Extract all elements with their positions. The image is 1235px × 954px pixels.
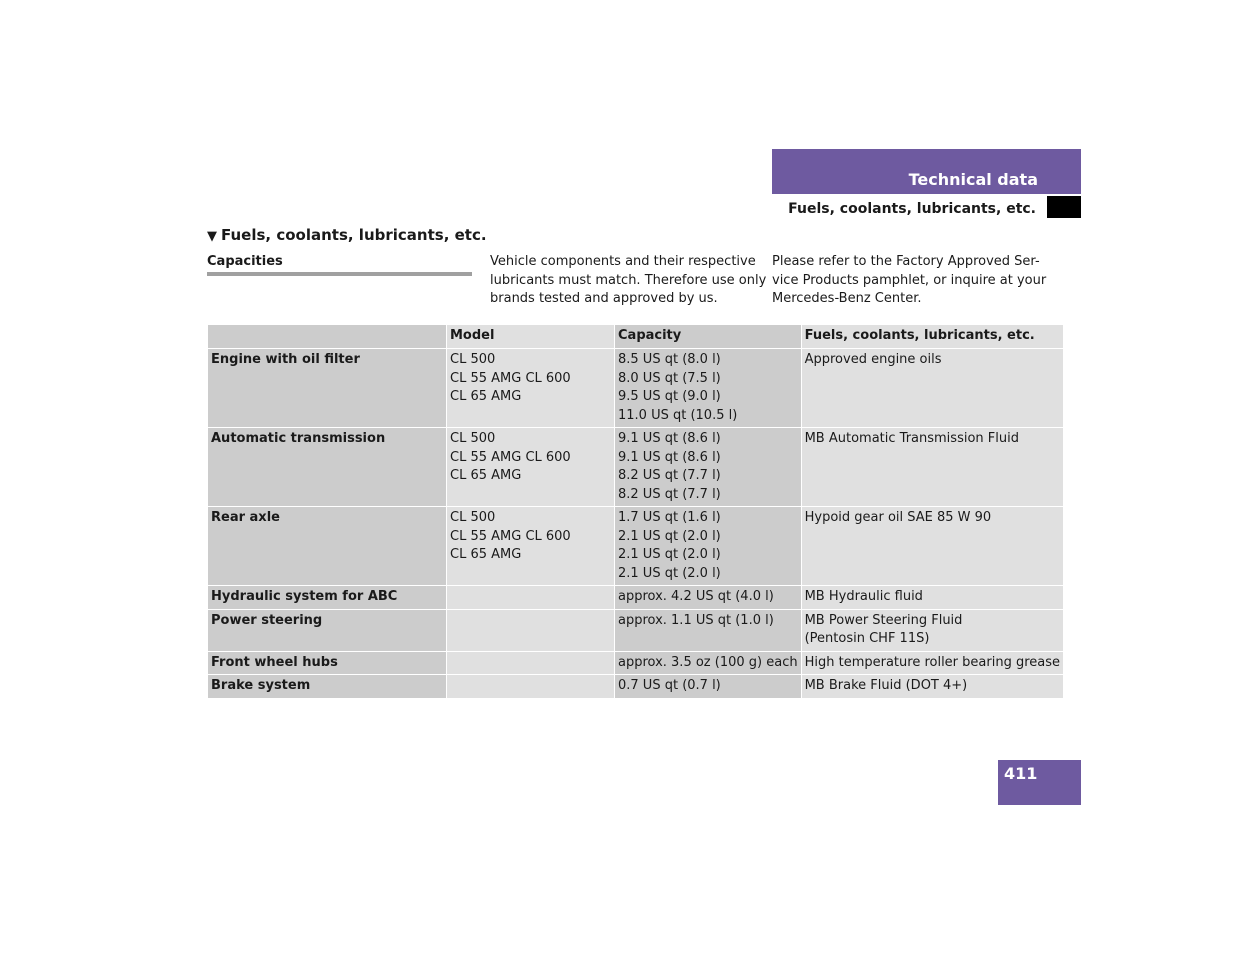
cell-line: Engine with oil filter	[211, 352, 360, 367]
cell-line: 11.0 US qt (10.5 l)	[618, 407, 738, 423]
cell-line: MB Power Steering Fluid	[804, 612, 963, 628]
table-row	[208, 428, 1064, 507]
table-header-row	[208, 325, 1064, 349]
page-heading	[207, 226, 487, 244]
cell-line: 8.2 US qt (7.7 l)	[618, 486, 721, 502]
model-cell	[447, 675, 615, 699]
column-header-fluids: Fuels, coolants, lubricants, etc.	[801, 325, 1063, 349]
fluid-cell	[801, 507, 1063, 586]
cell-line: MB Brake Fluid (DOT 4+)	[804, 678, 968, 693]
fluid-cell	[801, 675, 1063, 699]
cell-line: CL 55 AMG CL 600	[450, 449, 571, 465]
table-row	[208, 349, 1064, 428]
cell-line: 8.0 US qt (7.5 l)	[618, 370, 721, 386]
intro-line: Mercedes-Benz Center.	[772, 291, 922, 306]
cell-line: approx. 1.1 US qt (1.0 l)	[618, 612, 774, 628]
chapter-title: Technical data	[908, 170, 1038, 189]
fluid-cell	[801, 349, 1063, 428]
cell-line: CL 500	[450, 431, 496, 446]
cell-line: Power steering	[211, 612, 323, 628]
capacities-rule	[207, 272, 472, 276]
intro-line: Vehicle components and their respective	[490, 254, 756, 269]
cell-line: 9.5 US qt (9.0 l)	[618, 389, 721, 404]
fluid-cell	[801, 651, 1063, 675]
cell-line: Approved engine oils	[804, 352, 942, 367]
model-cell	[447, 428, 615, 507]
cell-line: CL 65 AMG	[450, 389, 522, 404]
cell-line: 9.1 US qt (8.6 l)	[618, 431, 721, 446]
capacity-cell	[615, 428, 802, 507]
model-cell	[447, 609, 615, 651]
cell-line: Automatic transmission	[211, 431, 386, 446]
cell-line: CL 65 AMG	[450, 468, 522, 483]
capacity-cell	[615, 675, 802, 699]
intro-line: Please refer to the Factory Approved Ser-	[772, 254, 1040, 269]
model-cell	[447, 651, 615, 675]
cell-line: 0.7 US qt (0.7 l)	[618, 678, 721, 693]
intro-line: vice Products pamphlet, or inquire at your	[772, 272, 1047, 288]
capacity-cell	[615, 349, 802, 428]
capacity-cell	[615, 609, 802, 651]
table-row	[208, 675, 1064, 699]
fluid-cell	[801, 428, 1063, 507]
model-cell	[447, 586, 615, 610]
cell-line: Hydraulic system for ABC	[211, 589, 398, 604]
page-number: 411	[998, 760, 1081, 805]
cell-line: High temperature roller bearing grease	[804, 654, 1061, 670]
cell-line: CL 500	[450, 352, 496, 367]
table-row	[208, 651, 1064, 675]
cell-line: 2.1 US qt (2.0 l)	[618, 528, 721, 544]
section-title: Fuels, coolants, lubricants, etc.	[788, 201, 1036, 217]
table-row	[208, 586, 1064, 610]
cell-line: 1.7 US qt (1.6 l)	[618, 510, 721, 525]
component-cell	[208, 428, 447, 507]
cell-line: 2.1 US qt (2.0 l)	[618, 565, 721, 581]
model-cell	[447, 507, 615, 586]
capacities-label: Capacities	[207, 254, 283, 269]
cell-line: CL 55 AMG CL 600	[450, 528, 571, 544]
column-header-model: Model	[447, 325, 615, 349]
cell-line: Hypoid gear oil SAE 85 W 90	[804, 510, 992, 525]
cell-line: (Pentosin CHF 11S)	[804, 631, 930, 646]
cell-line: 2.1 US qt (2.0 l)	[618, 547, 721, 562]
cell-line: CL 65 AMG	[450, 547, 522, 562]
capacities-table	[207, 324, 1064, 699]
intro-line: brands tested and approved by us.	[490, 291, 718, 306]
component-cell	[208, 586, 447, 610]
cell-line: MB Hydraulic fluid	[804, 589, 923, 604]
cell-line: approx. 4.2 US qt (4.0 l)	[618, 589, 774, 604]
component-cell	[208, 609, 447, 651]
cell-line: MB Automatic Transmission Fluid	[804, 431, 1019, 446]
cell-line: 8.5 US qt (8.0 l)	[618, 352, 721, 367]
component-cell	[208, 507, 447, 586]
heading-title: Fuels, coolants, lubricants, etc.	[221, 226, 487, 244]
cell-line: CL 500	[450, 510, 496, 525]
triangle-down-icon: ▼	[207, 229, 217, 244]
column-header-component	[208, 325, 447, 349]
component-cell	[208, 651, 447, 675]
cell-line: CL 55 AMG CL 600	[450, 370, 571, 386]
fluid-cell	[801, 609, 1063, 651]
column-header-capacity: Capacity	[615, 325, 802, 349]
cell-line: approx. 3.5 oz (100 g) each	[618, 654, 798, 670]
capacity-cell	[615, 507, 802, 586]
intro-line: lubricants must match. Therefore use only	[490, 272, 767, 288]
intro-paragraph-1	[490, 253, 766, 309]
cell-line: Front wheel hubs	[211, 654, 338, 670]
table-row	[208, 507, 1064, 586]
cell-line: Rear axle	[211, 510, 280, 525]
component-cell	[208, 675, 447, 699]
model-cell	[447, 349, 615, 428]
cell-line: Brake system	[211, 678, 311, 693]
section-marker	[1047, 196, 1081, 218]
cell-line: 8.2 US qt (7.7 l)	[618, 468, 721, 483]
capacity-cell	[615, 651, 802, 675]
fluid-cell	[801, 586, 1063, 610]
intro-paragraph-2	[772, 253, 1046, 309]
chapter-tab	[772, 149, 1081, 194]
component-cell	[208, 349, 447, 428]
capacity-cell	[615, 586, 802, 610]
table-row	[208, 609, 1064, 651]
cell-line: 9.1 US qt (8.6 l)	[618, 449, 721, 465]
